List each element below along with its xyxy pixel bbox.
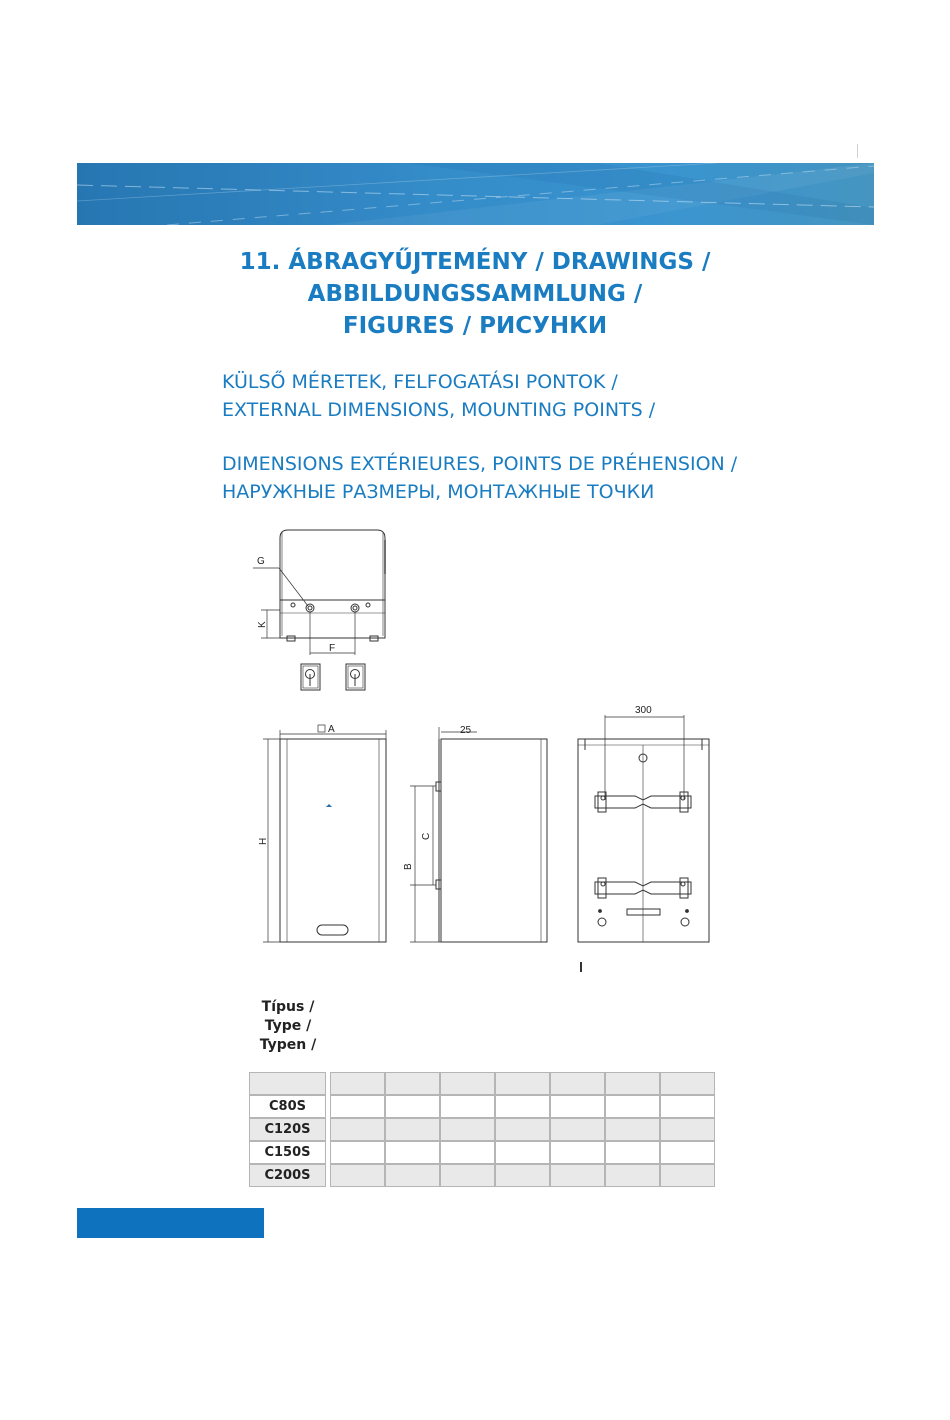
subtitle-line: EXTERNAL DIMENSIONS, MOUNTING POINTS /: [222, 399, 656, 421]
table-row: [249, 1118, 715, 1141]
value-cell: [495, 1164, 550, 1187]
value-cell: [660, 1118, 715, 1141]
title-line: 11. ÁBRAGYŰJTEMÉNY / DRAWINGS /: [239, 249, 711, 275]
value-cell: [605, 1095, 660, 1118]
label-g: G: [257, 556, 265, 567]
value-cell: [550, 1164, 605, 1187]
value-cell: [440, 1141, 495, 1164]
value-cell: [660, 1164, 715, 1187]
model-cell: C200S: [249, 1164, 326, 1187]
model-cell: C80S: [249, 1095, 326, 1118]
type-label: [250, 998, 326, 1055]
value-cell: [385, 1164, 440, 1187]
value-cell: [385, 1141, 440, 1164]
header-cell: [550, 1072, 605, 1095]
value-cell: [330, 1164, 385, 1187]
header-cell: [495, 1072, 550, 1095]
value-cell: [440, 1095, 495, 1118]
label-25: 25: [460, 725, 472, 736]
value-cell: [550, 1095, 605, 1118]
value-cell: [605, 1118, 660, 1141]
rear-view-drawing: [578, 739, 709, 972]
value-cell: [660, 1141, 715, 1164]
type-label-line: Typen /: [259, 1037, 317, 1053]
label-f: F: [329, 643, 336, 654]
label-k: K: [257, 621, 268, 628]
header-cell: [249, 1072, 326, 1095]
subtitle-line: KÜLSŐ MÉRETEK, FELFOGATÁSI PONTOK /: [222, 371, 618, 393]
header-cell: [440, 1072, 495, 1095]
value-cell: [605, 1141, 660, 1164]
label-300: 300: [635, 705, 652, 716]
label-a: A: [328, 724, 335, 735]
subtitle-block-1: [222, 368, 655, 424]
value-cell: [440, 1118, 495, 1141]
header-cell: [385, 1072, 440, 1095]
value-cell: [385, 1118, 440, 1141]
type-label-line: Type /: [264, 1018, 312, 1034]
dimensions-table: [249, 1072, 715, 1187]
value-cell: [330, 1095, 385, 1118]
value-cell: [605, 1164, 660, 1187]
value-cell: [440, 1164, 495, 1187]
header-cell: [330, 1072, 385, 1095]
subtitle-line: НАРУЖНЫЕ РАЗМЕРЫ, МОНТАЖНЫЕ ТОЧКИ: [222, 481, 655, 503]
dimension-lines: [253, 568, 355, 655]
header-cell: [660, 1072, 715, 1095]
value-cell: [385, 1095, 440, 1118]
type-label-line: Típus /: [261, 999, 315, 1015]
value-cell: [495, 1141, 550, 1164]
technical-drawing: [245, 520, 725, 980]
value-cell: [330, 1141, 385, 1164]
header-cell: [605, 1072, 660, 1095]
value-cell: [550, 1141, 605, 1164]
model-cell: C150S: [249, 1141, 326, 1164]
title-line: ABBILDUNGSSAMMLUNG /: [307, 281, 643, 307]
side-view-drawing: [436, 739, 547, 942]
connector-icon: [301, 664, 320, 690]
value-cell: [495, 1118, 550, 1141]
title-line: FIGURES / РИСУНКИ: [342, 313, 608, 339]
table-row: [249, 1095, 715, 1118]
front-view-drawing: [280, 739, 386, 942]
table-header-row: [249, 1072, 715, 1095]
table-row: [249, 1164, 715, 1187]
label-h: H: [258, 837, 269, 845]
value-cell: [495, 1095, 550, 1118]
table-row: [249, 1141, 715, 1164]
dimension-lines: [605, 715, 684, 800]
model-cell: C120S: [249, 1118, 326, 1141]
subtitle-line: DIMENSIONS EXTÉRIEURES, POINTS DE PRÉHENSION /: [222, 453, 738, 475]
value-cell: [660, 1095, 715, 1118]
value-cell: [550, 1118, 605, 1141]
corner-mark: [857, 144, 858, 158]
label-b: B: [403, 863, 414, 870]
subtitle-block-2: [222, 450, 737, 506]
connector-icon: [346, 664, 365, 690]
label-c: C: [421, 832, 432, 840]
dimension-lines: [263, 725, 386, 942]
page-title: [0, 246, 950, 342]
header-banner: [77, 163, 874, 225]
value-cell: [330, 1118, 385, 1141]
footer-accent-bar: [77, 1208, 264, 1238]
bottom-view-drawing: [280, 530, 385, 641]
